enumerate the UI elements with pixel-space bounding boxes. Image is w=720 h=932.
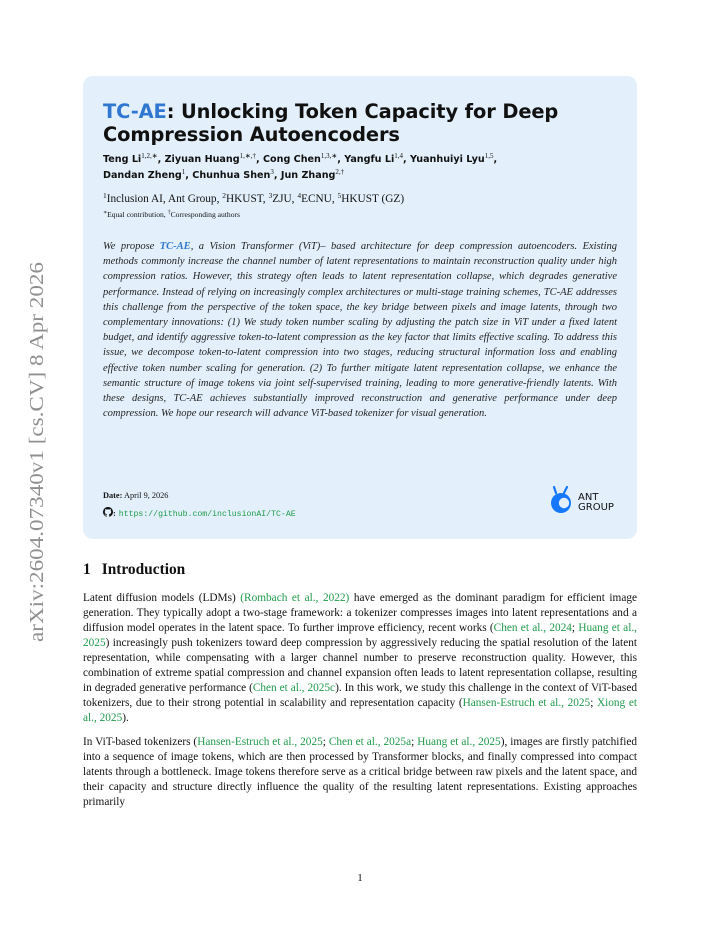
repo-colon: : — [113, 509, 116, 518]
affiliation-number: 2 — [222, 191, 226, 200]
author-name — [103, 154, 165, 165]
ant-group-logo — [549, 485, 619, 519]
author-separator: , — [337, 154, 345, 165]
citation-link[interactable]: Huang et al., 2025 — [83, 622, 637, 649]
author-name-text: Teng Li — [103, 154, 142, 165]
paragraph-text: have emerged as the dominant paradigm for efficient image generation. They typically adopt a two-stage framework: a tokenizer compresses images into latent representations and a diffusion model operates in the latent space. To further improve efficiency, recent works ( — [83, 592, 637, 634]
arxiv-identifier-text: arXiv:2604.07340v1 [cs.CV] 8 Apr 2026 — [26, 304, 48, 642]
paragraph-text: In ViT-based tokenizers ( — [83, 736, 198, 748]
abstract — [103, 239, 617, 421]
citation-link[interactable]: Hansen-Estruch et al., 2025 — [462, 697, 591, 709]
author-affiliation-mark: 1,5 — [484, 152, 494, 160]
abstract-acronym: TC-AE — [159, 241, 191, 252]
author-affiliation-mark: 3 — [270, 168, 274, 176]
paragraph-text: ; — [322, 736, 329, 748]
paragraph-text: ). — [122, 712, 129, 724]
date-label: Date: — [103, 491, 123, 500]
abstract-lead: We propose — [103, 241, 160, 252]
corresponding-authors-text: Corresponding authors — [170, 210, 240, 219]
intro-paragraph-2 — [83, 735, 637, 810]
citation-link[interactable]: Chen et al., 2025a — [328, 736, 412, 748]
author-affiliation-mark: 2,† — [335, 168, 345, 176]
citation-link[interactable]: Chen et al., 2025c — [252, 682, 336, 694]
affiliation-text: ZJU, — [272, 193, 298, 205]
author-name — [192, 170, 281, 181]
citation-link[interactable]: Hansen-Estruch et al., 2025 — [197, 736, 323, 748]
paragraph-text: ; — [411, 736, 418, 748]
corresponding-mark: † — [167, 210, 171, 216]
author-affiliation-mark: 1 — [181, 168, 186, 176]
github-icon — [103, 507, 113, 517]
author-name — [281, 170, 344, 181]
repository-link[interactable]: https://github.com/inclusionAI/TC-AE — [118, 510, 296, 519]
author-separator: , — [402, 154, 410, 165]
author-separator: , — [493, 154, 498, 165]
author-name — [410, 154, 497, 165]
citation-link[interactable]: Huang et al., 2025 — [417, 736, 501, 748]
author-name-text: Chunhua Shen — [192, 170, 271, 181]
title-text: : Unlocking Token Capacity for Deep Compression Autoencoders — [103, 100, 559, 146]
author-affiliation-mark: 1,2,∗ — [141, 152, 158, 160]
abstract-body: , a Vision Transformer (ViT)– based architecture for deep compression autoencoders. Existing methods commonly increase the channel number of latent representations to maintain reconstruction quality under high compression ratios. However, this strategy often leads to latent representation collapse, which degrades generative performance. Instead of relying on increasingly complex architectures or multi-stage training schemes, TC-AE addresses this challenge from the perspective of the token space, the key bridge between pixels and image latents, through two complementary innovations: (1) We study token number scaling by adjusting the patch size in ViT under a fixed latent budget, and identify aggressive token-to-latent compression as the key factor that limits effective scaling. To address this issue, we decompose token-to-latent compression into two stages, reducing structural information loss and enabling effective token number scaling for generation. (2) To further mitigate latent representation collapse, we enhance the semantic structure of image tokens via joint self-supervised training, leading to more generative-friendly latents. With these designs, TC-AE achieves substantially improved reconstruction and generative performance under deep compression. We hope our research will advance ViT-based tokenizer for visual generation. — [103, 241, 617, 420]
author-name-text: Dandan Zheng — [103, 170, 182, 181]
paper-header-box — [83, 76, 637, 539]
author-name-text: Yangfu Li — [344, 154, 395, 165]
logo-line-2: GROUP — [578, 502, 614, 513]
affiliations — [103, 192, 404, 206]
equal-contribution-text: Equal contribution, — [107, 210, 168, 219]
author-separator: , — [185, 170, 193, 181]
logo-line-1: ANT — [578, 492, 599, 503]
paragraph-text: ). In this work, we study this challenge in the context of ViT-based tokenizers, due to their strong potential in scalability and representation capacity ( — [83, 682, 637, 709]
author-name — [263, 154, 344, 165]
affiliation-text: ECNU, — [301, 193, 338, 205]
affiliation-text: HKUST (GZ) — [341, 193, 405, 205]
affiliation-number: 3 — [268, 191, 273, 200]
author-affiliation-mark: 1,∗,† — [239, 152, 256, 160]
author-name-text: Yuanhuiyi Lyu — [409, 154, 485, 165]
author-list — [103, 152, 603, 184]
date-value: April 9, 2026 — [122, 491, 169, 500]
author-name — [165, 154, 263, 165]
page-number: 1 — [357, 872, 363, 884]
author-name-text: Ziyuan Huang — [164, 154, 240, 165]
ant-group-logo-icon — [549, 485, 573, 515]
author-name — [344, 154, 410, 165]
paragraph-text: ; — [590, 697, 597, 709]
author-affiliation-mark: 1,4 — [394, 152, 403, 160]
author-name-text: Cong Chen — [262, 154, 321, 165]
citation-link[interactable]: Xiong et al., 2025 — [83, 697, 637, 724]
contribution-note — [103, 210, 240, 219]
affiliation-number: 4 — [297, 191, 302, 200]
equal-mark: ∗ — [103, 210, 108, 216]
author-separator: , — [273, 170, 281, 181]
citation-link[interactable]: (Rombach et al., 2022) — [240, 592, 350, 604]
affiliation-text: HKUST, — [225, 193, 269, 205]
paper-title — [103, 100, 603, 146]
section-title: Introduction — [101, 561, 186, 578]
affiliation-text: Inclusion AI, Ant Group, — [106, 193, 223, 205]
paragraph-text: ), images are firstly patchified into a sequence of image tokens, which are then processed by Transformer blocks, and finally compressed into compact latents through a bottleneck. Image tokens therefore serve as a critical bridge between raw pixels and the latent space, and their capacity and structure directly influence the quality of the resulting latent representations. Existing approaches primarily — [83, 736, 638, 808]
citation-link[interactable]: Chen et al., 2024 — [493, 622, 572, 634]
paper-date — [103, 491, 168, 500]
author-separator: , — [255, 154, 263, 165]
affiliation-number: 1 — [103, 191, 107, 200]
author-separator: , — [157, 154, 165, 165]
author-name-text: Jun Zhang — [280, 170, 336, 181]
paragraph-text: ) increasingly push tokenizers toward deep compression by aggressively reducing the spatial resolution of the latent representation, while compensating with a larger channel number to preserve reconstruction quality. However, this combination of extreme spatial compression and channel expansion often leads to latent representation collapse, resulting in degraded generative performance ( — [83, 637, 637, 694]
section-number: 1 — [83, 561, 91, 578]
paragraph-text: ; — [571, 622, 579, 634]
ant-group-logo-text — [578, 493, 614, 513]
author-name — [103, 170, 192, 181]
section-heading-introduction — [83, 561, 185, 579]
affiliation-number: 5 — [337, 191, 342, 200]
intro-paragraph-1 — [83, 591, 637, 726]
arxiv-identifier-stamp — [16, 262, 50, 642]
author-affiliation-mark: 1,3,∗ — [320, 152, 338, 160]
title-acronym: TC-AE — [103, 100, 167, 123]
repository-line — [103, 507, 296, 519]
paragraph-text: Latent diffusion models (LDMs) — [83, 592, 241, 604]
